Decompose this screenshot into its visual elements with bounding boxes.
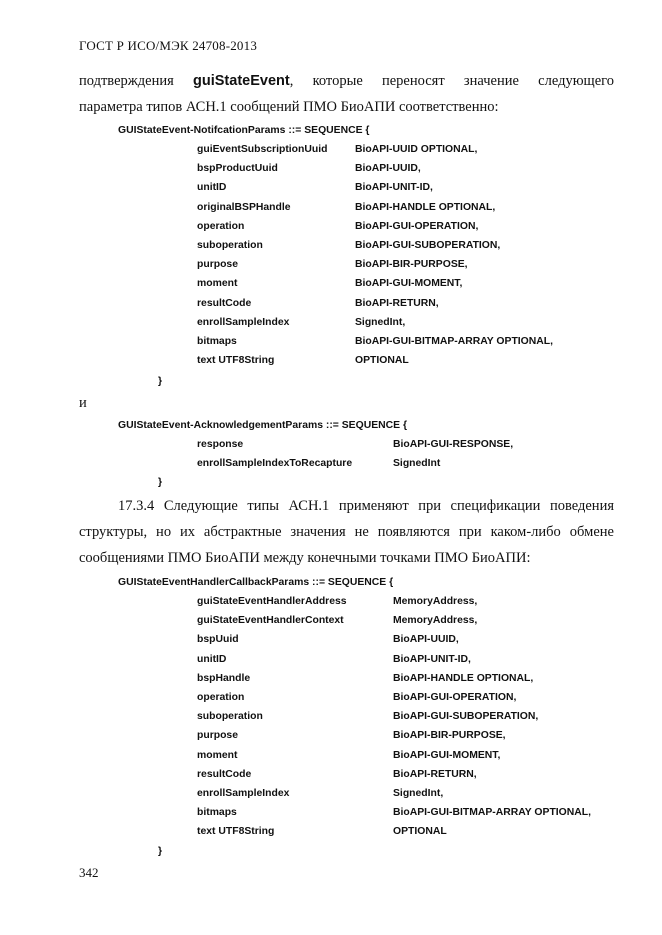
field-name: resultCode <box>197 768 252 780</box>
field-name: resultCode <box>197 297 252 309</box>
conjunction-text: и <box>79 395 87 411</box>
field-type: BioAPI-UNIT-ID, <box>355 182 433 194</box>
field-name: bspUuid <box>197 634 239 646</box>
field-type: BioAPI-RETURN, <box>355 297 439 309</box>
field-type: SignedInt, <box>393 788 444 799</box>
field-type: BioAPI-GUI-SUBOPERATION, <box>393 711 539 723</box>
field-name: text UTF8String <box>197 355 275 367</box>
field-name: suboperation <box>197 240 263 251</box>
field-type: BioAPI-UUID, <box>355 163 421 175</box>
field-name: operation <box>197 692 245 703</box>
paragraph-2-line-1: 17.3.4 Следующие типы АСН.1 применяют при спецификации поведения <box>118 498 614 514</box>
block-2-declaration: GUIStateEvent-AcknowledgementParams ::= SEQUENCE { <box>118 420 407 431</box>
block-2-closing-brace: } <box>158 477 163 488</box>
field-name: guiStateEventHandlerContext <box>197 615 344 627</box>
page-number: 342 <box>79 865 99 880</box>
field-type: BioAPI-GUI-MOMENT, <box>393 749 501 761</box>
field-type: BioAPI-BIR-PURPOSE, <box>355 259 468 271</box>
field-type: BioAPI-UNIT-ID, <box>393 653 471 665</box>
field-name: bspHandle <box>197 672 251 684</box>
field-name: guiStateEventHandlerAddress <box>197 596 347 607</box>
field-type: OPTIONAL <box>355 355 409 367</box>
field-name: guiEventSubscriptionUuid <box>197 144 328 155</box>
field-type: BioAPI-BIR-PURPOSE, <box>393 730 506 742</box>
block-3-closing-brace: } <box>158 846 163 857</box>
field-type: BioAPI-UUID OPTIONAL, <box>355 144 478 155</box>
block-1-closing-brace: } <box>158 376 163 387</box>
paragraph-1-line-2: параметра типов АСН.1 сообщений ПМО БиоАПИ соответственно: <box>79 99 499 115</box>
field-type: BioAPI-HANDLE OPTIONAL, <box>393 672 534 684</box>
guistateevent-keyword: guiStateEvent <box>193 73 290 89</box>
paragraph-2-line-2: структуры, но их абстрактные значения не появляются при каком-либо обмене <box>79 524 614 540</box>
field-name: originalBSPHandle <box>197 201 291 213</box>
paragraph-1-suffix: , которые переносят значение следующего <box>289 73 614 89</box>
field-name: moment <box>197 749 238 761</box>
field-type: BioAPI-GUI-OPERATION, <box>355 220 479 232</box>
field-type: BioAPI-UUID, <box>393 634 459 646</box>
block-3-declaration: GUIStateEventHandlerCallbackParams ::= SEQUENCE { <box>118 577 394 588</box>
document-header: ГОСТ Р ИСО/МЭК 24708-2013 <box>79 38 258 53</box>
field-type: BioAPI-GUI-MOMENT, <box>355 278 463 290</box>
block-1-declaration: GUIStateEvent-NotifcationParams ::= SEQUENCE { <box>118 125 370 136</box>
paragraph-1-prefix: подтверждения <box>79 73 174 89</box>
field-name: enrollSampleIndex <box>197 788 290 799</box>
field-type: MemoryAddress, <box>393 615 478 627</box>
field-name: operation <box>197 220 245 232</box>
field-name: response <box>197 439 244 450</box>
paragraph-2-line-3: сообщениями ПМО БиоАПИ между конечными точками ПМО БиоАПИ: <box>79 550 531 566</box>
field-name: suboperation <box>197 711 263 723</box>
field-name: purpose <box>197 730 238 742</box>
field-type: BioAPI-HANDLE OPTIONAL, <box>355 201 496 213</box>
paragraph-1-line-1 <box>79 71 614 91</box>
field-type: OPTIONAL <box>393 826 447 838</box>
field-name: moment <box>197 278 238 290</box>
field-type: SignedInt <box>393 458 441 470</box>
field-name: bitmaps <box>197 336 237 347</box>
field-type: SignedInt, <box>355 316 406 328</box>
field-type: BioAPI-GUI-RESPONSE, <box>393 439 514 450</box>
field-name: bitmaps <box>197 807 237 819</box>
field-name: text UTF8String <box>197 826 275 838</box>
field-type: BioAPI-RETURN, <box>393 768 477 780</box>
field-type: BioAPI-GUI-BITMAP-ARRAY OPTIONAL, <box>355 336 553 347</box>
field-type: BioAPI-GUI-SUBOPERATION, <box>355 240 501 251</box>
field-name: enrollSampleIndexToRecapture <box>197 458 353 470</box>
field-type: BioAPI-GUI-OPERATION, <box>393 692 517 703</box>
field-name: unitID <box>197 653 227 665</box>
field-name: unitID <box>197 182 227 194</box>
field-name: purpose <box>197 259 238 271</box>
field-name: enrollSampleIndex <box>197 316 290 328</box>
field-name: bspProductUuid <box>197 163 278 175</box>
field-type: BioAPI-GUI-BITMAP-ARRAY OPTIONAL, <box>393 807 591 819</box>
field-type: MemoryAddress, <box>393 596 478 607</box>
